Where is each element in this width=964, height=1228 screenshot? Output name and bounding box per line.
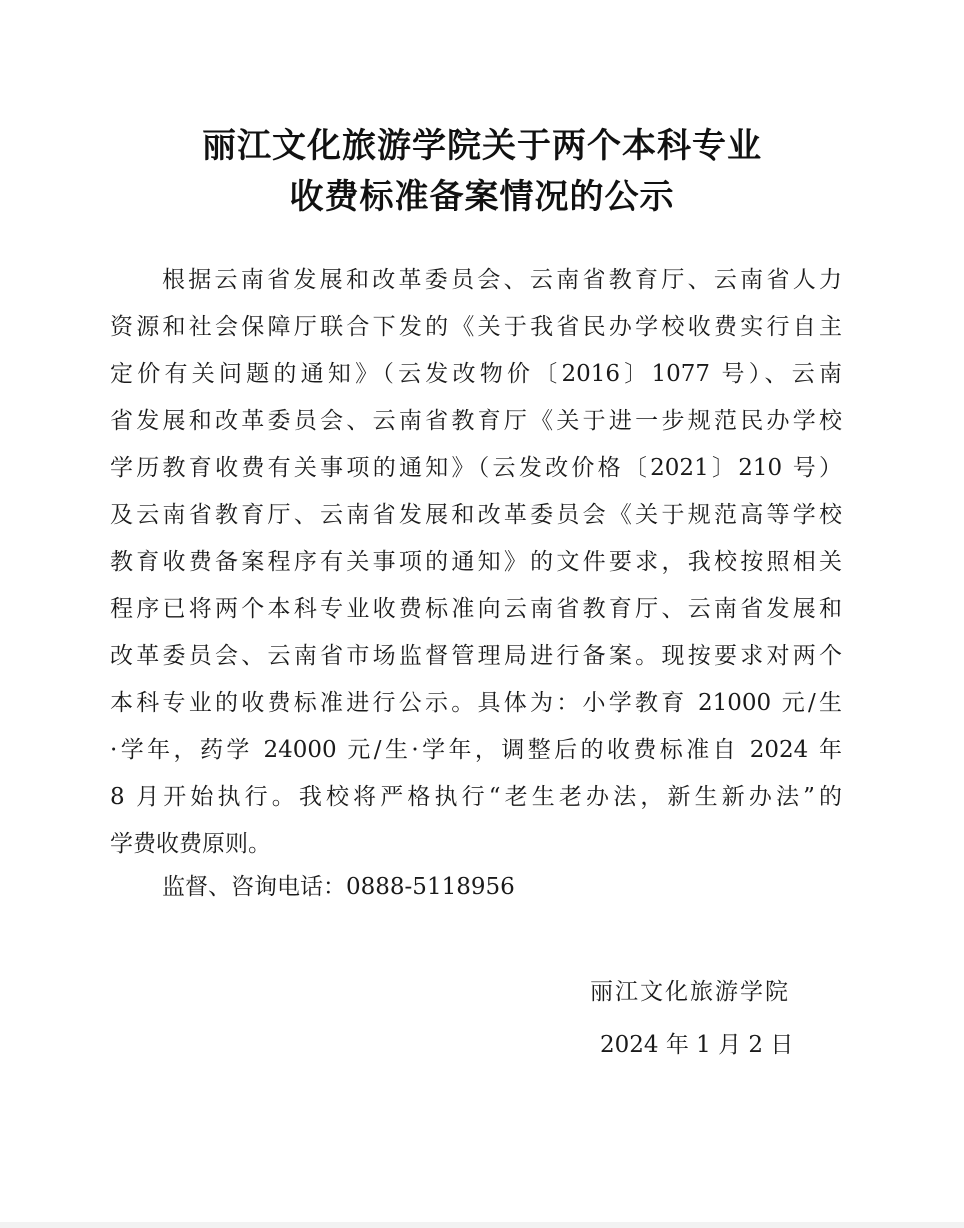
signature-date: 2024 年 1 月 2 日 bbox=[600, 1032, 794, 1058]
body-paragraph-line: 本科专业的收费标准进行公示。具体为：小学教育 21000 元/生 bbox=[110, 690, 842, 716]
body-paragraph-line: 学历教育收费有关事项的通知》（云发改价格〔2021〕210 号） bbox=[110, 455, 842, 481]
body-paragraph-line: 学费收费原则。 bbox=[110, 831, 271, 857]
document-title-line-1: 丽江文化旅游学院关于两个本科专业 bbox=[202, 126, 762, 166]
body-paragraph-line: 及云南省教育厅、云南省发展和改革委员会《关于规范高等学校 bbox=[110, 502, 842, 528]
body-paragraph-line: 定价有关问题的通知》（云发改物价〔2016〕1077 号）、云南 bbox=[110, 361, 842, 387]
page-bottom-divider bbox=[0, 1222, 964, 1228]
body-paragraph-line: 改革委员会、云南省市场监督管理局进行备案。现按要求对两个 bbox=[110, 643, 842, 669]
body-paragraph-line: 省发展和改革委员会、云南省教育厅《关于进一步规范民办学校 bbox=[110, 408, 842, 434]
body-paragraph-line: 根据云南省发展和改革委员会、云南省教育厅、云南省人力 bbox=[162, 267, 842, 293]
document-title-line-2: 收费标准备案情况的公示 bbox=[289, 177, 675, 217]
body-paragraph-line: ·学年，药学 24000 元/生·学年，调整后的收费标准自 2024 年 bbox=[110, 737, 842, 763]
contact-phone-line: 监督、咨询电话：0888-5118956 bbox=[162, 874, 515, 900]
body-paragraph-line: 8 月开始执行。我校将严格执行“老生老办法，新生新办法”的 bbox=[110, 784, 842, 810]
signature-organization: 丽江文化旅游学院 bbox=[590, 979, 790, 1005]
body-paragraph-line: 教育收费备案程序有关事项的通知》的文件要求，我校按照相关 bbox=[110, 549, 842, 575]
body-paragraph-line: 资源和社会保障厅联合下发的《关于我省民办学校收费实行自主 bbox=[110, 314, 842, 340]
body-paragraph-line: 程序已将两个本科专业收费标准向云南省教育厅、云南省发展和 bbox=[110, 596, 842, 622]
